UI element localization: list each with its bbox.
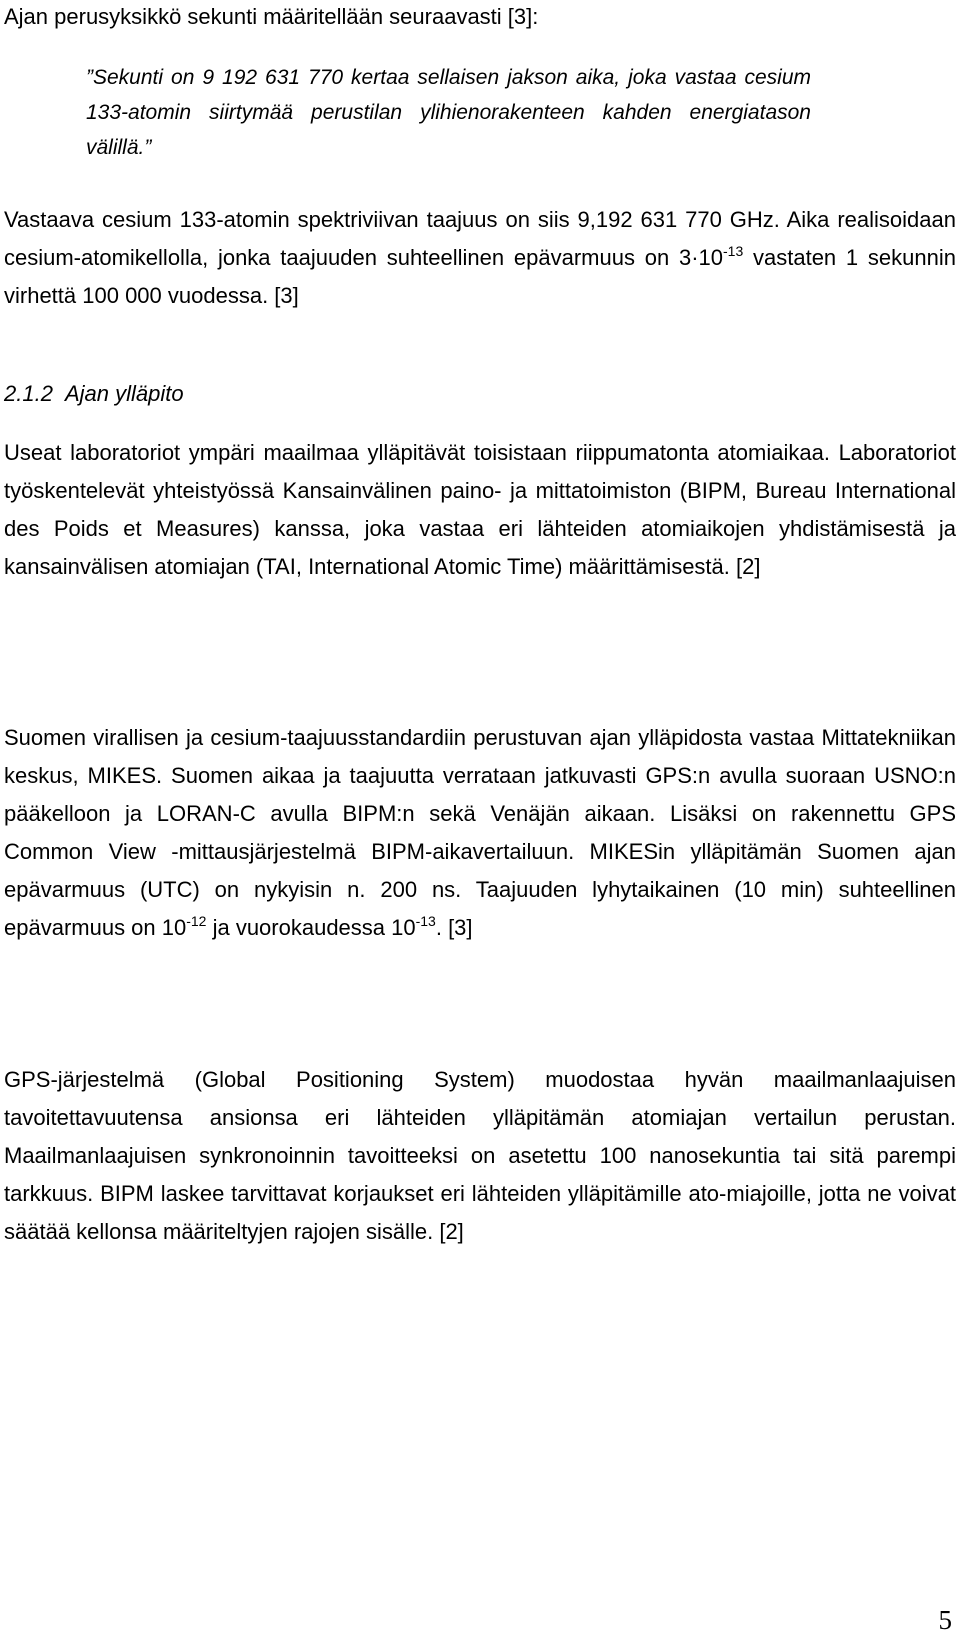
mikes-text-3: . [3] (435, 915, 473, 940)
page-number: 5 (938, 1605, 952, 1635)
mikes-exponent-2: -13 (415, 913, 436, 929)
mikes-exponent-1: -12 (186, 913, 207, 929)
section-number: 2.1.2 (4, 381, 53, 406)
mikes-paragraph (4, 719, 956, 947)
gps-paragraph: GPS-järjestelmä (Global Positioning System) muodostaa hyvän maailmanlaajuisen tavoitettavuutensa ansionsa eri lähteiden ylläpitämän atomiajan vertailun perustan. Maailmanlaajuisen synkronoinnin tavoitteeksi on asetettu 100 nanosekuntia tai sitä parempi tarkkuus. BIPM laskee tarvittavat korjaukset eri lähteiden ylläpitämille ato-miajoille, jotta ne voivat säätää kellonsa määriteltyjen rajojen sisälle. [2] (4, 1067, 956, 1244)
cesium-text-1: Vastaava cesium 133-atomin spektriviivan taajuus on siis 9,192 631 770 GHz. Aika realisoidaan cesium-atomikellolla, jonka taajuuden suhteellinen epävarmuus on 3·10 (4, 207, 956, 270)
cesium-text-2: vastaten 1 sekunnin virhettä 100 000 vuodessa. [3] (4, 245, 956, 308)
cesium-exponent: -13 (723, 243, 744, 259)
intro-paragraph: Ajan perusyksikkö sekunti määritellään seuraavasti [3]: (4, 4, 539, 29)
section-title: Ajan ylläpito (64, 381, 184, 406)
definition-quote: ”Sekunti on 9 192 631 770 kertaa sellaisen jakson aika, joka vastaa cesium 133-atomin siirtymää perustilan ylihienorakenteen kahden energiatason välillä.” (86, 66, 811, 159)
mikes-text-1: Suomen virallisen ja cesium-taajuusstandardiin perustuvan ajan ylläpidosta vastaa Mittatekniikan keskus, MIKES. Suomen aikaa ja taajuutta verrataan jatkuvasti GPS:n avulla suoraan USNO:n pääkelloon ja LORAN-C avulla BIPM:n sekä Venäjän aikaan. Lisäksi on rakennettu GPS Common View -mittausjärjestelmä BIPM-aikavertailuun. MIKESin ylläpitämän Suomen ajan epävarmuus (UTC) on nykyisin n. 200 ns. Taajuuden lyhytaikainen (10 min) suhteellinen epävarmuus on 10 (4, 725, 956, 940)
mikes-text-2: ja vuorokaudessa 10 (206, 915, 416, 940)
cesium-paragraph (4, 201, 956, 315)
section-heading (4, 375, 184, 413)
laboratories-paragraph: Useat laboratoriot ympäri maailmaa ylläpitävät toisistaan riippumatonta atomiaikaa. Laboratoriot työskentelevät yhteistyössä Kansainvälinen paino- ja mittatoimiston (BIPM, Bureau International des Poids et Measures) kanssa, joka vastaa eri lähteiden atomiaikojen yhdistämisestä ja kansainvälisen atomiajan (TAI, International Atomic Time) määrittämisestä. [2] (4, 440, 956, 579)
